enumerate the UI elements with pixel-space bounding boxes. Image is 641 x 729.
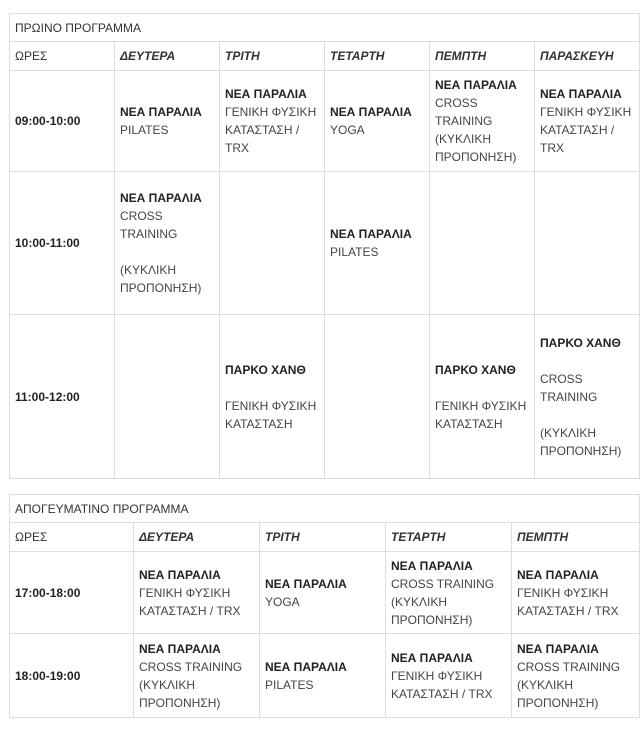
class-cell: [325, 315, 430, 479]
class-name: ΓΕΝΙΚΗ ΦΥΣΙΚΗ ΚΑΤΑΣΤΑΣΗ / TRX: [225, 105, 317, 155]
class-name: CROSS TRAINING (ΚΥΚΛΙΚΗ ΠΡΟΠΟΝΗΣΗ): [517, 659, 621, 710]
class-name: ΓΕΝΙΚΗ ΦΥΣΙΚΗ ΚΑΤΑΣΤΑΣΗ / TRX: [391, 668, 493, 701]
class-cell: [535, 172, 640, 315]
class-location: ΝΕΑ ΠΑΡΑΛΙΑ: [517, 567, 599, 582]
class-name: ΓΕΝΙΚΗ ΦΥΣΙΚΗ ΚΑΤΑΣΤΑΣΗ: [435, 398, 527, 431]
class-cell: [115, 315, 220, 479]
day-header-friday: ΠΑΡΑΣΚΕΥΗ: [535, 42, 640, 71]
time-slot: 10:00-11:00: [10, 172, 115, 315]
class-cell: [260, 552, 386, 634]
time-slot: 18:00-19:00: [10, 634, 134, 718]
class-name: PILATES: [265, 677, 314, 692]
day-header-wednesday: ΤΕΤΑΡΤΗ: [386, 523, 512, 552]
day-header-monday: ΔΕΥΤΕΡΑ: [134, 523, 260, 552]
time-slot: 17:00-18:00: [10, 552, 134, 634]
afternoon-header-row: [10, 523, 640, 552]
class-cell: [430, 71, 535, 172]
morning-title: ΠΡΩΙΝΟ ΠΡΟΓΡΑΜΜΑ: [10, 14, 640, 42]
class-location: ΝΕΑ ΠΑΡΑΛΙΑ: [391, 558, 473, 573]
class-cell: [386, 552, 512, 634]
class-location: ΝΕΑ ΠΑΡΑΛΙΑ: [225, 87, 307, 101]
class-cell: [115, 172, 220, 315]
class-cell: [260, 634, 386, 718]
day-header-thursday: ΠΕΜΠΤΗ: [512, 523, 640, 552]
table-row: [10, 71, 640, 172]
class-location: ΝΕΑ ΠΑΡΑΛΙΑ: [120, 105, 202, 119]
class-cell: [512, 552, 640, 634]
day-header-monday: ΔΕΥΤΕΡΑ: [115, 42, 220, 71]
class-name: PILATES: [120, 123, 169, 137]
class-name: CROSS TRAINING (ΚΥΚΛΙΚΗ ΠΡΟΠΟΝΗΣΗ): [540, 371, 622, 458]
time-slot: 09:00-10:00: [10, 71, 115, 172]
class-cell: [430, 315, 535, 479]
hours-header: ΩΡΕΣ: [10, 42, 115, 71]
class-name: PILATES: [330, 245, 379, 259]
class-location: ΝΕΑ ΠΑΡΑΛΙΑ: [265, 576, 347, 591]
table-row: [10, 634, 640, 718]
class-location: ΝΕΑ ΠΑΡΑΛΙΑ: [391, 650, 473, 665]
afternoon-title: ΑΠΟΓΕΥΜΑΤΙΝΟ ΠΡΟΓΡΑΜΜΑ: [10, 495, 640, 523]
class-cell: [535, 315, 640, 479]
class-cell: [430, 172, 535, 315]
class-cell: [134, 634, 260, 718]
class-location: ΝΕΑ ΠΑΡΑΛΙΑ: [330, 105, 412, 119]
class-name: YOGA: [265, 594, 300, 609]
table-row: [10, 552, 640, 634]
morning-header-row: [10, 42, 640, 71]
class-cell: [512, 634, 640, 718]
class-name: YOGA: [330, 123, 365, 137]
class-location: ΠΑΡΚΟ ΧΑΝΘ: [540, 335, 621, 350]
class-location: ΝΕΑ ΠΑΡΑΛΙΑ: [330, 227, 412, 241]
class-location: ΝΕΑ ΠΑΡΑΛΙΑ: [265, 659, 347, 674]
time-slot: 11:00-12:00: [10, 315, 115, 479]
table-row: [10, 172, 640, 315]
class-location: ΝΕΑ ΠΑΡΑΛΙΑ: [139, 567, 221, 582]
class-name: CROSS TRAINING (ΚΥΚΛΙΚΗ ΠΡΟΠΟΝΗΣΗ): [391, 576, 495, 627]
class-location: ΝΕΑ ΠΑΡΑΛΙΑ: [517, 641, 599, 656]
class-cell: [134, 552, 260, 634]
day-header-tuesday: ΤΡΙΤΗ: [220, 42, 325, 71]
class-name: ΓΕΝΙΚΗ ΦΥΣΙΚΗ ΚΑΤΑΣΤΑΣΗ / TRX: [540, 105, 632, 155]
class-cell: [325, 71, 430, 172]
class-cell: [220, 315, 325, 479]
class-name: CROSS TRAINING (ΚΥΚΛΙΚΗ ΠΡΟΠΟΝΗΣΗ): [139, 659, 243, 710]
class-name: ΓΕΝΙΚΗ ΦΥΣΙΚΗ ΚΑΤΑΣΤΑΣΗ / TRX: [139, 585, 241, 618]
class-location: ΠΑΡΚΟ ΧΑΝΘ: [435, 362, 516, 377]
class-cell: [325, 172, 430, 315]
class-cell: [220, 172, 325, 315]
hours-header: ΩΡΕΣ: [10, 523, 134, 552]
class-name: CROSS TRAINING (ΚΥΚΛΙΚΗ ΠΡΟΠΟΝΗΣΗ): [435, 96, 517, 164]
class-location: ΝΕΑ ΠΑΡΑΛΙΑ: [540, 87, 622, 101]
day-header-tuesday: ΤΡΙΤΗ: [260, 523, 386, 552]
day-header-thursday: ΠΕΜΠΤΗ: [430, 42, 535, 71]
table-row: [10, 315, 640, 479]
class-name: ΓΕΝΙΚΗ ΦΥΣΙΚΗ ΚΑΤΑΣΤΑΣΗ: [225, 398, 317, 431]
day-header-wednesday: ΤΕΤΑΡΤΗ: [325, 42, 430, 71]
class-cell: [115, 71, 220, 172]
class-cell: [220, 71, 325, 172]
class-location: ΝΕΑ ΠΑΡΑΛΙΑ: [139, 641, 221, 656]
class-location: ΠΑΡΚΟ ΧΑΝΘ: [225, 362, 306, 377]
class-name: ΓΕΝΙΚΗ ΦΥΣΙΚΗ ΚΑΤΑΣΤΑΣΗ / TRX: [517, 585, 619, 618]
morning-schedule-table: [9, 13, 640, 479]
class-location: ΝΕΑ ΠΑΡΑΛΙΑ: [435, 78, 517, 92]
class-cell: [535, 71, 640, 172]
class-cell: [386, 634, 512, 718]
class-location: ΝΕΑ ΠΑΡΑΛΙΑ: [120, 191, 202, 205]
afternoon-schedule-table: [9, 494, 640, 718]
class-name: CROSS TRAINING (ΚΥΚΛΙΚΗ ΠΡΟΠΟΝΗΣΗ): [120, 209, 202, 295]
